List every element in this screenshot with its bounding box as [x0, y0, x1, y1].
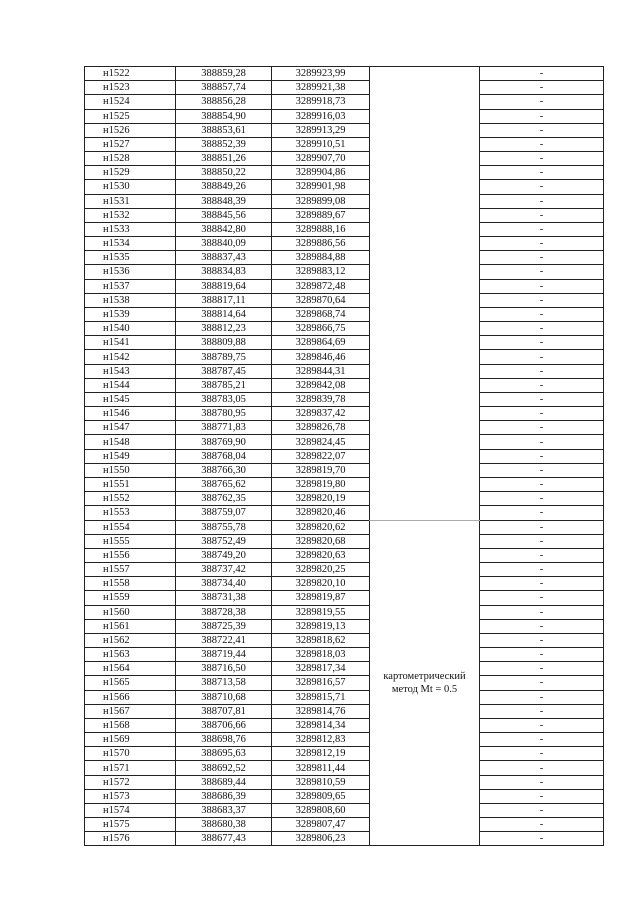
table-row: [85, 818, 604, 832]
y-coordinate-cell: 3289918,73: [272, 95, 370, 109]
x-coordinate-cell: 388749,20: [176, 548, 272, 562]
x-coordinate-cell: 388713,58: [176, 676, 272, 690]
table-row: [85, 279, 604, 293]
point-id-cell: н1542: [85, 350, 176, 364]
point-id-cell: н1558: [85, 577, 176, 591]
x-coordinate-cell: 388834,83: [176, 265, 272, 279]
x-coordinate-cell: 388759,07: [176, 506, 272, 520]
x-coordinate-cell: 388769,90: [176, 435, 272, 449]
point-id-cell: н1527: [85, 137, 176, 151]
point-id-cell: н1532: [85, 208, 176, 222]
table-row: [85, 619, 604, 633]
point-id-cell: н1524: [85, 95, 176, 109]
x-coordinate-cell: 388695,63: [176, 747, 272, 761]
table-row: [85, 251, 604, 265]
table-row: [85, 392, 604, 406]
note-cell: -: [480, 591, 604, 605]
point-id-cell: н1537: [85, 279, 176, 293]
y-coordinate-cell: 3289826,78: [272, 421, 370, 435]
x-coordinate-cell: 388840,09: [176, 237, 272, 251]
point-id-cell: н1563: [85, 648, 176, 662]
x-coordinate-cell: 388857,74: [176, 81, 272, 95]
point-id-cell: н1560: [85, 605, 176, 619]
y-coordinate-cell: 3289807,47: [272, 818, 370, 832]
y-coordinate-cell: 3289824,45: [272, 435, 370, 449]
method-cell-top: [370, 67, 480, 521]
table-row: [85, 293, 604, 307]
x-coordinate-cell: 388819,64: [176, 279, 272, 293]
x-coordinate-cell: 388755,78: [176, 520, 272, 534]
x-coordinate-cell: 388768,04: [176, 449, 272, 463]
table-row: [85, 477, 604, 491]
x-coordinate-cell: 388677,43: [176, 832, 272, 846]
point-id-cell: н1562: [85, 633, 176, 647]
x-coordinate-cell: 388680,38: [176, 818, 272, 832]
note-cell: -: [480, 166, 604, 180]
y-coordinate-cell: 3289808,60: [272, 803, 370, 817]
y-coordinate-cell: 3289886,56: [272, 237, 370, 251]
point-id-cell: н1566: [85, 690, 176, 704]
x-coordinate-cell: 388766,30: [176, 463, 272, 477]
y-coordinate-cell: 3289868,74: [272, 307, 370, 321]
coordinates-table-body: [85, 67, 604, 846]
x-coordinate-cell: 388725,39: [176, 619, 272, 633]
note-cell: -: [480, 322, 604, 336]
point-id-cell: н1564: [85, 662, 176, 676]
x-coordinate-cell: 388728,38: [176, 605, 272, 619]
table-row: [85, 123, 604, 137]
x-coordinate-cell: 388842,80: [176, 222, 272, 236]
y-coordinate-cell: 3289872,48: [272, 279, 370, 293]
note-cell: -: [480, 435, 604, 449]
x-coordinate-cell: 388762,35: [176, 492, 272, 506]
point-id-cell: н1550: [85, 463, 176, 477]
x-coordinate-cell: 388731,38: [176, 591, 272, 605]
note-cell: -: [480, 648, 604, 662]
point-id-cell: н1539: [85, 307, 176, 321]
point-id-cell: н1572: [85, 775, 176, 789]
y-coordinate-cell: 3289819,80: [272, 477, 370, 491]
table-row: [85, 761, 604, 775]
y-coordinate-cell: 3289809,65: [272, 789, 370, 803]
point-id-cell: н1540: [85, 322, 176, 336]
x-coordinate-cell: 388783,05: [176, 392, 272, 406]
note-cell: -: [480, 619, 604, 633]
point-id-cell: н1569: [85, 733, 176, 747]
x-coordinate-cell: 388850,22: [176, 166, 272, 180]
table-row: [85, 109, 604, 123]
table-row: [85, 435, 604, 449]
table-row: [85, 605, 604, 619]
y-coordinate-cell: 3289814,76: [272, 704, 370, 718]
note-cell: -: [480, 520, 604, 534]
note-cell: -: [480, 605, 604, 619]
point-id-cell: н1529: [85, 166, 176, 180]
y-coordinate-cell: 3289815,71: [272, 690, 370, 704]
point-id-cell: н1575: [85, 818, 176, 832]
x-coordinate-cell: 388710,68: [176, 690, 272, 704]
point-id-cell: н1571: [85, 761, 176, 775]
table-row: [85, 633, 604, 647]
point-id-cell: н1553: [85, 506, 176, 520]
note-cell: -: [480, 392, 604, 406]
x-coordinate-cell: 388719,44: [176, 648, 272, 662]
y-coordinate-cell: 3289884,88: [272, 251, 370, 265]
x-coordinate-cell: 388856,28: [176, 95, 272, 109]
table-row: [85, 322, 604, 336]
table-row: [85, 548, 604, 562]
y-coordinate-cell: 3289811,44: [272, 761, 370, 775]
point-id-cell: н1557: [85, 563, 176, 577]
table-row: [85, 676, 604, 690]
x-coordinate-cell: 388716,50: [176, 662, 272, 676]
x-coordinate-cell: 388849,26: [176, 180, 272, 194]
x-coordinate-cell: 388683,37: [176, 803, 272, 817]
table-row: [85, 237, 604, 251]
note-cell: -: [480, 350, 604, 364]
x-coordinate-cell: 388817,11: [176, 293, 272, 307]
note-cell: -: [480, 208, 604, 222]
note-cell: -: [480, 662, 604, 676]
table-row: [85, 67, 604, 81]
note-cell: -: [480, 109, 604, 123]
note-cell: -: [480, 152, 604, 166]
table-row: [85, 718, 604, 732]
x-coordinate-cell: 388765,62: [176, 477, 272, 491]
point-id-cell: н1556: [85, 548, 176, 562]
y-coordinate-cell: 3289820,46: [272, 506, 370, 520]
table-row: [85, 662, 604, 676]
y-coordinate-cell: 3289907,70: [272, 152, 370, 166]
y-coordinate-cell: 3289820,63: [272, 548, 370, 562]
note-cell: -: [480, 180, 604, 194]
note-cell: -: [480, 137, 604, 151]
y-coordinate-cell: 3289864,69: [272, 336, 370, 350]
x-coordinate-cell: 388698,76: [176, 733, 272, 747]
y-coordinate-cell: 3289846,46: [272, 350, 370, 364]
note-cell: -: [480, 336, 604, 350]
point-id-cell: н1548: [85, 435, 176, 449]
y-coordinate-cell: 3289819,70: [272, 463, 370, 477]
y-coordinate-cell: 3289818,03: [272, 648, 370, 662]
point-id-cell: н1531: [85, 194, 176, 208]
point-id-cell: н1528: [85, 152, 176, 166]
point-id-cell: н1552: [85, 492, 176, 506]
y-coordinate-cell: 3289837,42: [272, 407, 370, 421]
table-row: [85, 152, 604, 166]
x-coordinate-cell: 388814,64: [176, 307, 272, 321]
table-row: [85, 265, 604, 279]
table-row: [85, 733, 604, 747]
note-cell: -: [480, 378, 604, 392]
note-cell: -: [480, 81, 604, 95]
note-cell: -: [480, 775, 604, 789]
note-cell: -: [480, 633, 604, 647]
y-coordinate-cell: 3289819,87: [272, 591, 370, 605]
note-cell: -: [480, 279, 604, 293]
table-row: [85, 449, 604, 463]
table-row: [85, 137, 604, 151]
coordinates-table: [84, 66, 604, 846]
point-id-cell: н1525: [85, 109, 176, 123]
point-id-cell: н1530: [85, 180, 176, 194]
y-coordinate-cell: 3289839,78: [272, 392, 370, 406]
table-row: [85, 492, 604, 506]
x-coordinate-cell: 388845,56: [176, 208, 272, 222]
note-cell: -: [480, 477, 604, 491]
y-coordinate-cell: 3289901,98: [272, 180, 370, 194]
point-id-cell: н1523: [85, 81, 176, 95]
x-coordinate-cell: 388785,21: [176, 378, 272, 392]
x-coordinate-cell: 388789,75: [176, 350, 272, 364]
point-id-cell: н1576: [85, 832, 176, 846]
table-row: [85, 789, 604, 803]
note-cell: -: [480, 222, 604, 236]
note-cell: -: [480, 676, 604, 690]
note-cell: -: [480, 832, 604, 846]
y-coordinate-cell: 3289842,08: [272, 378, 370, 392]
y-coordinate-cell: 3289820,62: [272, 520, 370, 534]
point-id-cell: н1554: [85, 520, 176, 534]
x-coordinate-cell: 388809,88: [176, 336, 272, 350]
y-coordinate-cell: 3289822,07: [272, 449, 370, 463]
x-coordinate-cell: 388848,39: [176, 194, 272, 208]
x-coordinate-cell: 388752,49: [176, 534, 272, 548]
table-row: [85, 563, 604, 577]
y-coordinate-cell: 3289819,13: [272, 619, 370, 633]
note-cell: -: [480, 577, 604, 591]
table-row: [85, 775, 604, 789]
y-coordinate-cell: 3289814,34: [272, 718, 370, 732]
method-cell: картометрический метод Mt = 0.5: [370, 520, 480, 846]
y-coordinate-cell: 3289806,23: [272, 832, 370, 846]
y-coordinate-cell: 3289819,55: [272, 605, 370, 619]
point-id-cell: н1522: [85, 67, 176, 81]
note-cell: -: [480, 194, 604, 208]
x-coordinate-cell: 388859,28: [176, 67, 272, 81]
note-cell: -: [480, 364, 604, 378]
note-cell: -: [480, 265, 604, 279]
table-row: [85, 747, 604, 761]
note-cell: -: [480, 293, 604, 307]
x-coordinate-cell: 388737,42: [176, 563, 272, 577]
x-coordinate-cell: 388734,40: [176, 577, 272, 591]
table-row: [85, 591, 604, 605]
point-id-cell: н1536: [85, 265, 176, 279]
x-coordinate-cell: 388852,39: [176, 137, 272, 151]
y-coordinate-cell: 3289913,29: [272, 123, 370, 137]
note-cell: -: [480, 407, 604, 421]
y-coordinate-cell: 3289820,68: [272, 534, 370, 548]
table-row: [85, 577, 604, 591]
note-cell: -: [480, 747, 604, 761]
y-coordinate-cell: 3289818,62: [272, 633, 370, 647]
point-id-cell: н1551: [85, 477, 176, 491]
point-id-cell: н1574: [85, 803, 176, 817]
x-coordinate-cell: 388771,83: [176, 421, 272, 435]
y-coordinate-cell: 3289916,03: [272, 109, 370, 123]
point-id-cell: н1526: [85, 123, 176, 137]
note-cell: -: [480, 506, 604, 520]
y-coordinate-cell: 3289866,75: [272, 322, 370, 336]
x-coordinate-cell: 388787,45: [176, 364, 272, 378]
point-id-cell: н1549: [85, 449, 176, 463]
note-cell: -: [480, 789, 604, 803]
y-coordinate-cell: 3289888,16: [272, 222, 370, 236]
note-cell: -: [480, 761, 604, 775]
point-id-cell: н1534: [85, 237, 176, 251]
x-coordinate-cell: 388853,61: [176, 123, 272, 137]
table-row: [85, 832, 604, 846]
table-row: [85, 648, 604, 662]
x-coordinate-cell: 388692,52: [176, 761, 272, 775]
table-row: [85, 95, 604, 109]
x-coordinate-cell: 388851,26: [176, 152, 272, 166]
table-row: [85, 407, 604, 421]
point-id-cell: н1535: [85, 251, 176, 265]
x-coordinate-cell: 388689,44: [176, 775, 272, 789]
x-coordinate-cell: 388707,81: [176, 704, 272, 718]
table-row: [85, 534, 604, 548]
x-coordinate-cell: 388722,41: [176, 633, 272, 647]
table-row: [85, 364, 604, 378]
table-row: [85, 378, 604, 392]
y-coordinate-cell: 3289820,10: [272, 577, 370, 591]
point-id-cell: н1545: [85, 392, 176, 406]
table-row: [85, 350, 604, 364]
table-row: [85, 803, 604, 817]
table-row: [85, 166, 604, 180]
table-row: [85, 208, 604, 222]
point-id-cell: н1555: [85, 534, 176, 548]
table-row: [85, 704, 604, 718]
y-coordinate-cell: 3289883,12: [272, 265, 370, 279]
x-coordinate-cell: 388812,23: [176, 322, 272, 336]
note-cell: -: [480, 463, 604, 477]
note-cell: -: [480, 67, 604, 81]
note-cell: -: [480, 548, 604, 562]
table-row: [85, 180, 604, 194]
y-coordinate-cell: 3289817,34: [272, 662, 370, 676]
note-cell: -: [480, 449, 604, 463]
point-id-cell: н1546: [85, 407, 176, 421]
y-coordinate-cell: 3289921,38: [272, 81, 370, 95]
x-coordinate-cell: 388837,43: [176, 251, 272, 265]
y-coordinate-cell: 3289812,19: [272, 747, 370, 761]
note-cell: -: [480, 534, 604, 548]
note-cell: -: [480, 818, 604, 832]
note-cell: -: [480, 237, 604, 251]
table-row: [85, 222, 604, 236]
point-id-cell: н1544: [85, 378, 176, 392]
note-cell: -: [480, 307, 604, 321]
x-coordinate-cell: 388686,39: [176, 789, 272, 803]
point-id-cell: н1573: [85, 789, 176, 803]
note-cell: -: [480, 95, 604, 109]
y-coordinate-cell: 3289844,31: [272, 364, 370, 378]
note-cell: -: [480, 563, 604, 577]
note-cell: -: [480, 123, 604, 137]
table-row: [85, 463, 604, 477]
y-coordinate-cell: 3289812,83: [272, 733, 370, 747]
point-id-cell: н1538: [85, 293, 176, 307]
note-cell: -: [480, 704, 604, 718]
x-coordinate-cell: 388706,66: [176, 718, 272, 732]
point-id-cell: н1547: [85, 421, 176, 435]
point-id-cell: н1567: [85, 704, 176, 718]
y-coordinate-cell: 3289810,59: [272, 775, 370, 789]
point-id-cell: н1543: [85, 364, 176, 378]
point-id-cell: н1570: [85, 747, 176, 761]
point-id-cell: н1559: [85, 591, 176, 605]
y-coordinate-cell: 3289904,86: [272, 166, 370, 180]
note-cell: -: [480, 733, 604, 747]
note-cell: -: [480, 251, 604, 265]
table-row: [85, 336, 604, 350]
y-coordinate-cell: 3289910,51: [272, 137, 370, 151]
point-id-cell: н1568: [85, 718, 176, 732]
note-cell: -: [480, 492, 604, 506]
point-id-cell: н1541: [85, 336, 176, 350]
table-row: [85, 506, 604, 520]
y-coordinate-cell: 3289923,99: [272, 67, 370, 81]
note-cell: -: [480, 803, 604, 817]
point-id-cell: н1533: [85, 222, 176, 236]
y-coordinate-cell: 3289889,67: [272, 208, 370, 222]
note-cell: -: [480, 690, 604, 704]
table-row: [85, 307, 604, 321]
y-coordinate-cell: 3289899,08: [272, 194, 370, 208]
y-coordinate-cell: 3289870,64: [272, 293, 370, 307]
table-row: [85, 520, 604, 534]
table-row: [85, 421, 604, 435]
x-coordinate-cell: 388854,90: [176, 109, 272, 123]
point-id-cell: н1565: [85, 676, 176, 690]
x-coordinate-cell: 388780,95: [176, 407, 272, 421]
table-row: [85, 81, 604, 95]
note-cell: -: [480, 421, 604, 435]
table-row: [85, 194, 604, 208]
y-coordinate-cell: 3289820,25: [272, 563, 370, 577]
table-row: [85, 690, 604, 704]
point-id-cell: н1561: [85, 619, 176, 633]
y-coordinate-cell: 3289816,57: [272, 676, 370, 690]
note-cell: -: [480, 718, 604, 732]
y-coordinate-cell: 3289820,19: [272, 492, 370, 506]
